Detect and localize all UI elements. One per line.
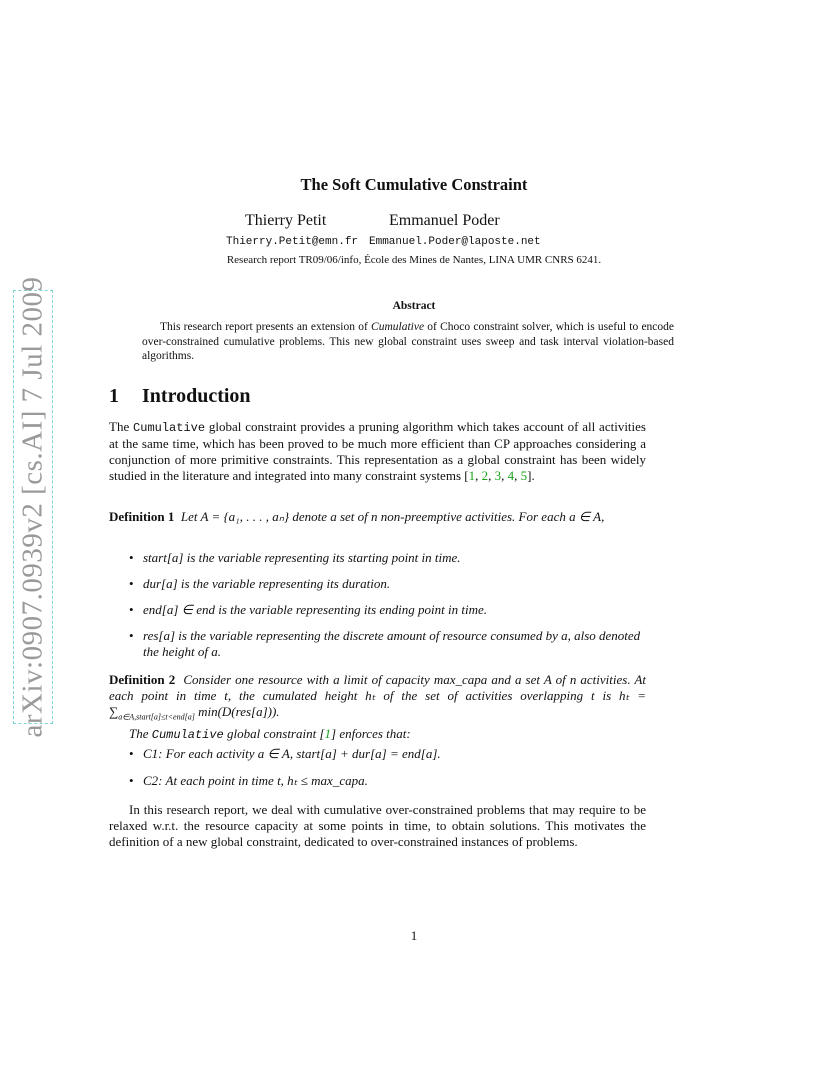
definition-text: Let A = {a₁, . . . , aₙ} denote a set of n non-preemptive activities. For each a ∈ A,: [180, 509, 605, 524]
sum-subscript: a∈A,start[a]≤t<end[a]: [118, 712, 195, 722]
citation-link[interactable]: 2: [481, 468, 489, 483]
definition-2: Definition 2 Consider one resource with a limit of capacity max_capa and a set A of n activities. At each point in time t, the cumulated height hₜ of the set of activities overlapping t is $h_t = \sum_{a\in A,start[a]\le t<end[a]}$ min(D(res[a])). The Cumulative global constraint [1] enforces that:: [109, 672, 646, 742]
bullet-icon: •: [129, 628, 134, 643]
abstract-term: Cumulative: [371, 321, 425, 333]
citation-link[interactable]: 5: [520, 468, 528, 483]
bullet-icon: •: [129, 602, 134, 617]
cumulative-term: Cumulative: [151, 727, 224, 742]
citation-link[interactable]: 4: [507, 468, 515, 483]
list-item: [109, 628, 646, 660]
section-title: Introduction: [142, 385, 251, 407]
closing-text: In this research report, we deal with cumulative over-constrained problems that may require to be relaxed w.r.t. the resource capacity at some points in time, to obtain solutions. This motivates the definition of a new global constraint, dedicated to over-constrained instances of problems.: [109, 802, 646, 849]
list-item-text: C2: At each point in time t, hₜ ≤ max_capa.: [143, 773, 368, 788]
bullet-icon: •: [129, 773, 134, 788]
bullet-icon: •: [129, 576, 134, 591]
author-email-2[interactable]: Emmanuel.Poder@laposte.net: [369, 236, 541, 248]
definition-1: [109, 509, 646, 525]
definition-text: The: [129, 725, 152, 741]
list-item: [109, 773, 646, 789]
definition-label: Definition 2: [109, 672, 176, 687]
citation-link[interactable]: 1: [468, 468, 476, 483]
section-heading: [109, 385, 251, 408]
abstract-body: [142, 320, 674, 364]
definition-text: enforces that:: [336, 725, 411, 741]
bullet-icon: •: [129, 746, 134, 761]
list-item-text: dur[a] is the variable representing its duration.: [143, 576, 391, 591]
list-item: [109, 576, 646, 592]
author-name-2: Emmanuel Poder: [389, 212, 500, 229]
list-item: [109, 746, 646, 762]
closing-paragraph: [109, 802, 646, 850]
author-email-1[interactable]: Thierry.Petit@emn.fr: [226, 236, 359, 248]
abstract-heading: Abstract: [392, 300, 436, 312]
list-item-text: start[a] is the variable representing its starting point in time.: [143, 550, 461, 565]
arxiv-stamp[interactable]: arXiv:0907.0939v2 [cs.AI] 7 Jul 2009: [16, 276, 49, 738]
citation-link[interactable]: 1: [324, 725, 332, 741]
bullet-icon: •: [129, 550, 134, 565]
list-item: [109, 550, 646, 566]
definition-text-end: min(D(res[a])).: [194, 704, 280, 719]
intro-paragraph: The Cumulative global constraint provides a pruning algorithm which takes account of all activities at the same time, which has been proved to be much more efficient than CP approaches considering a conjunction of more primitive constraints. This representation as a global constraint has been widely studied in the literature and integrated into many constraint systems [1, 2, 3, 4, 5].: [109, 419, 646, 483]
abstract-text-rest: of Choco constraint solver, which is useful to encode over-constrained cumulative problems. This new global constraint uses sweep and task interval violation-based algorithms.: [142, 321, 675, 362]
author-name-1: Thierry Petit: [245, 212, 327, 229]
citation-link[interactable]: 3: [494, 468, 502, 483]
section-number: 1: [109, 385, 119, 407]
list-item-text: res[a] is the variable representing the discrete amount of resource consumed by a, also denoted the height of a.: [143, 628, 641, 659]
definition-text: global constraint: [223, 725, 320, 741]
page-number: 1: [410, 928, 418, 943]
definition-text: Consider one resource with a limit of capacity max_capa and a set A of n activities. At each point in time t, the cumulated height hₜ of the set of activities overlapping t is hₜ = ∑: [109, 672, 646, 719]
intro-text-end: .: [531, 468, 535, 483]
definition-label: Definition 1: [109, 509, 175, 524]
list-item: [109, 602, 646, 618]
affiliation: Research report TR09/06/info, École des Mines de Nantes, LINA UMR CNRS 6241.: [226, 254, 602, 266]
intro-text-rest: global constraint provides a pruning algorithm which takes account of all activities at the same time, which has been proved to be much more efficient than CP approaches considering a conjunction of more primitive constraints. This representation as a global constraint has been widely studied in the literature and integrated into many constraint systems: [109, 419, 646, 483]
list-item-text: C1: For each activity a ∈ A, start[a] + dur[a] = end[a].: [143, 746, 441, 761]
cumulative-term: Cumulative: [133, 421, 206, 435]
intro-text: The: [109, 419, 134, 434]
paper-title: The Soft Cumulative Constraint: [300, 175, 528, 194]
list-item-text: end[a] ∈ end is the variable representing its ending point in time.: [143, 602, 487, 617]
abstract-text: This research report presents an extension of: [160, 321, 372, 333]
